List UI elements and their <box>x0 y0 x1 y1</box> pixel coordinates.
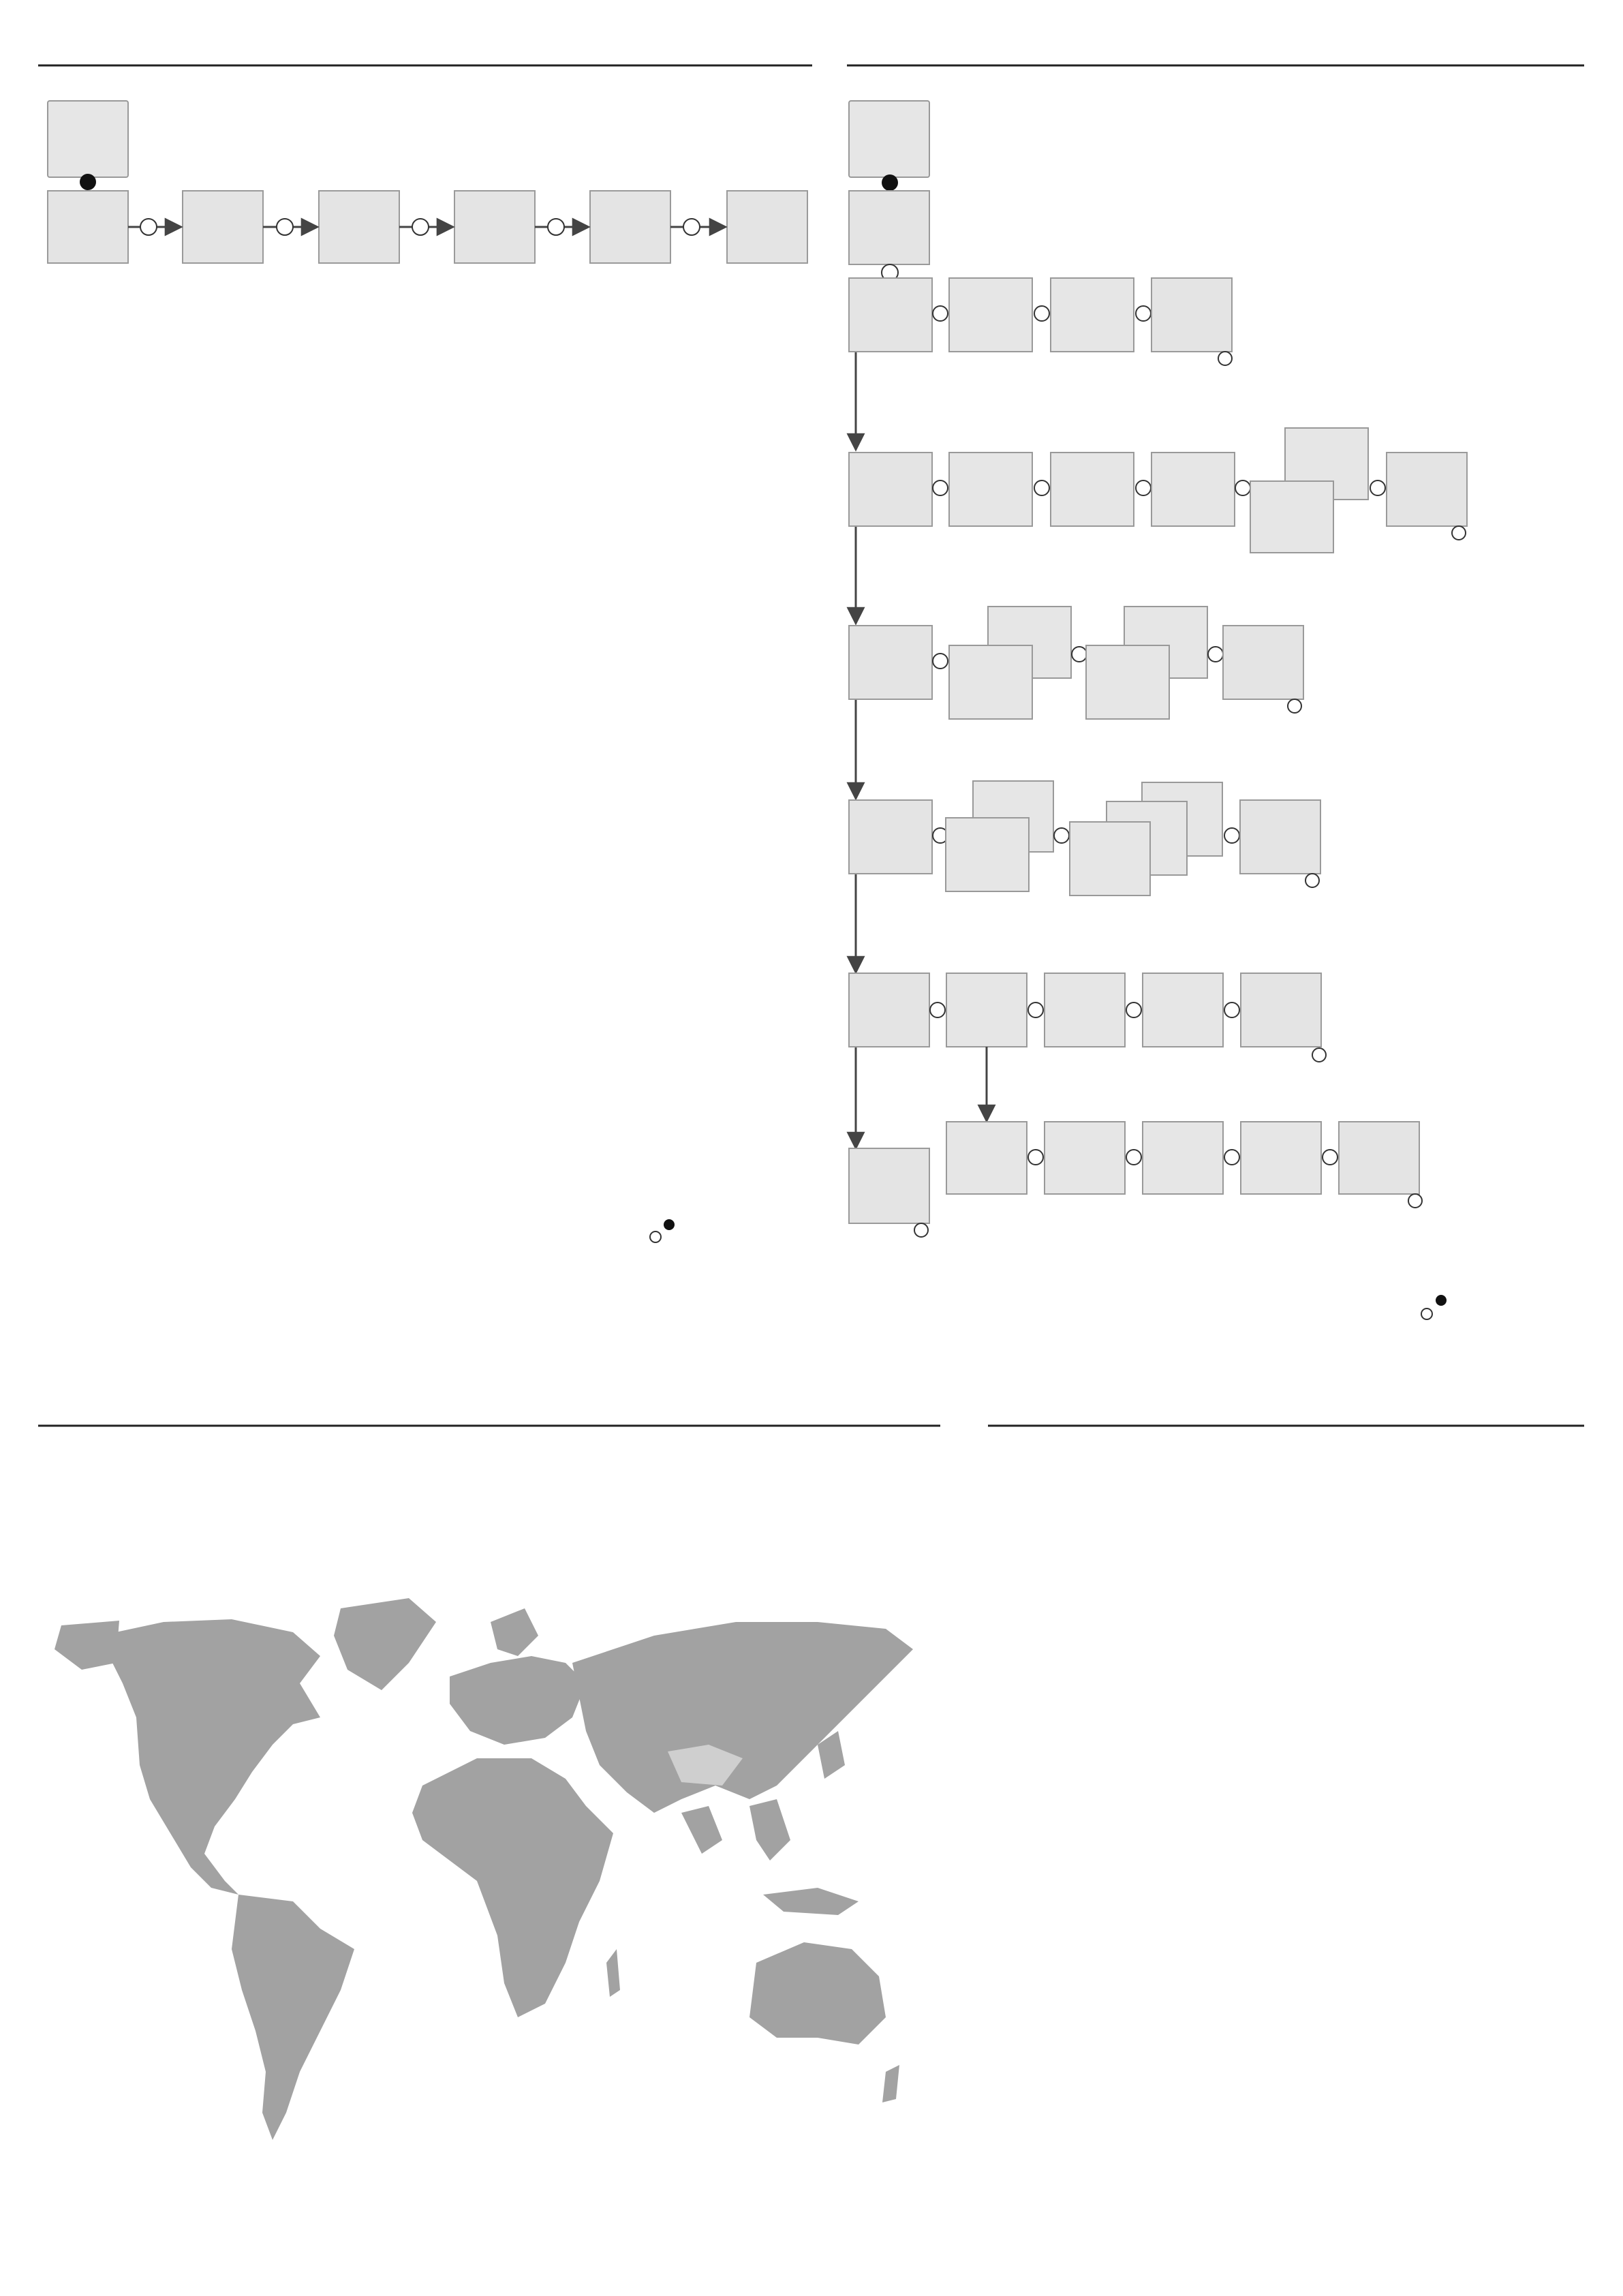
circle-ok-icon <box>1312 1048 1326 1062</box>
astro-head[interactable] <box>849 191 929 264</box>
menu-head-datetime[interactable] <box>183 191 263 263</box>
circle-ok-icon <box>1028 1002 1043 1017</box>
lcd-shift-sunrise <box>949 607 1071 719</box>
circle-ok-icon <box>1126 1150 1141 1165</box>
menu-head-modes[interactable] <box>454 191 535 263</box>
circle-ok-icon <box>1408 1194 1422 1208</box>
astro-coord-back[interactable] <box>1339 1122 1419 1194</box>
circle-ok-icon <box>1126 1002 1141 1017</box>
circle-ok-icon <box>1072 647 1087 662</box>
astro-row-time <box>849 278 1232 365</box>
circle-ok-icon <box>933 306 948 321</box>
circle-ok-icon <box>1208 647 1223 662</box>
circle-ok-icon <box>933 480 948 495</box>
circle-ok-icon <box>1305 874 1319 887</box>
circle-ok-icon <box>1370 480 1385 495</box>
circle-ok-icon <box>1323 1150 1338 1165</box>
circle-ok-icon <box>412 219 429 235</box>
circle-ok-icon <box>1452 526 1466 540</box>
astro-time-button[interactable] <box>849 278 932 352</box>
world-timezone-map <box>55 1598 913 2140</box>
menu-legend-dots <box>650 1219 675 1242</box>
circle-ok-icon <box>548 219 564 235</box>
lcd-coord[interactable] <box>946 1122 1027 1194</box>
circle-ok-icon <box>1288 699 1301 713</box>
circle-ok-icon <box>1218 352 1232 365</box>
lcd-sim-stack <box>1250 428 1368 553</box>
circle-ok-icon <box>1224 828 1239 843</box>
lcd-country[interactable] <box>946 973 1027 1047</box>
menu-head-astro[interactable] <box>48 191 128 263</box>
astro-mode-back[interactable] <box>1240 800 1320 874</box>
lcd-longitude <box>1143 1122 1223 1194</box>
astro-legend-dots <box>1421 1295 1447 1319</box>
circle-ok-icon <box>930 1002 945 1017</box>
astro-mode-button[interactable] <box>849 800 932 874</box>
lcd-channel <box>946 781 1053 891</box>
circle-ok-icon <box>1034 480 1049 495</box>
lcd-month <box>1051 453 1134 526</box>
lcd-sunset <box>1051 278 1134 352</box>
lcd-shift-sunset <box>1086 607 1207 719</box>
circle-ok-icon <box>933 654 948 669</box>
lcd-day <box>1151 453 1235 526</box>
lcd-year <box>949 453 1032 526</box>
menu-head-service[interactable] <box>590 191 670 263</box>
menu-head-timeprog[interactable] <box>319 191 399 263</box>
astro-row-sim <box>849 428 1467 553</box>
circle-ok-icon <box>914 1223 928 1237</box>
astro-place-back[interactable] <box>1241 973 1321 1047</box>
menu-head-end[interactable] <box>727 191 807 263</box>
astro-sim-back[interactable] <box>1387 453 1467 526</box>
circle-ok-icon <box>1136 306 1151 321</box>
circle-ok-icon <box>1054 828 1069 843</box>
circle-ok-icon <box>1224 1002 1239 1017</box>
lcd-city[interactable] <box>1143 973 1223 1047</box>
filled-dot-icon <box>882 174 898 191</box>
circle-ok-icon <box>1034 306 1049 321</box>
circle-ok-icon <box>1235 480 1250 495</box>
lcd-timezone <box>1241 1122 1321 1194</box>
lcd-sunrise <box>949 278 1032 352</box>
astro-row-shift <box>849 607 1303 719</box>
astro-row-coord <box>849 1122 1422 1237</box>
astro-flow <box>849 101 1467 1319</box>
circle-ok-icon <box>1224 1150 1239 1165</box>
astro-row-mode <box>849 781 1320 896</box>
circle-ok-icon <box>1028 1150 1043 1165</box>
astro-time-back[interactable] <box>1151 278 1232 352</box>
circle-ok-icon <box>277 219 293 235</box>
astro-end-button[interactable] <box>849 1148 929 1223</box>
astro-row-place <box>849 973 1326 1121</box>
lcd-display-home <box>48 101 128 177</box>
circle-ok-icon <box>1136 480 1151 495</box>
circle-ok-icon <box>683 219 700 235</box>
filled-dot-icon <box>80 174 96 190</box>
lcd-display-astro <box>849 101 929 177</box>
lcd-mode-options <box>1070 782 1222 896</box>
lcd-latitude <box>1045 1122 1125 1194</box>
map-land <box>55 1598 913 2140</box>
astro-sim-button[interactable] <box>849 453 932 526</box>
lcd-city-list[interactable] <box>1045 973 1125 1047</box>
astro-place-button[interactable] <box>849 973 929 1047</box>
menu-tree <box>48 101 807 1242</box>
astro-shift-back[interactable] <box>1223 626 1303 699</box>
circle-ok-icon <box>140 219 157 235</box>
astro-shift-button[interactable] <box>849 626 932 699</box>
